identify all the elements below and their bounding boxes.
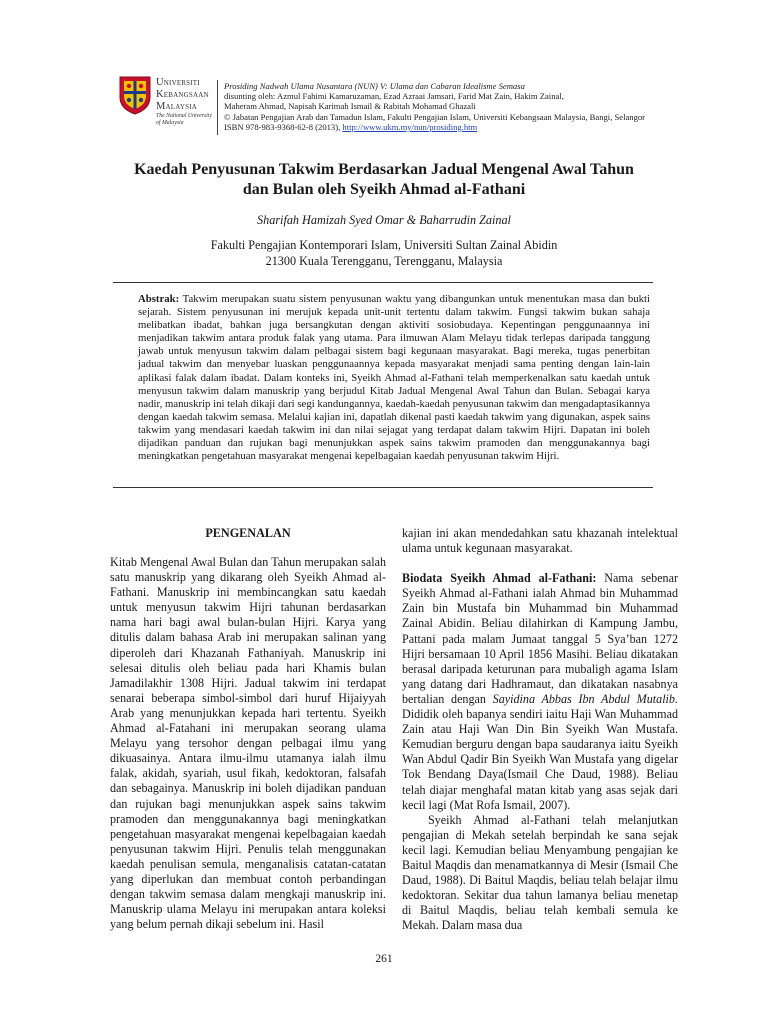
header-divider <box>217 80 218 135</box>
left-column <box>110 555 386 932</box>
right-column <box>402 526 678 933</box>
abstract-label: Abstrak: <box>138 293 180 305</box>
abstract-text: Takwim merupakan suatu sistem penyusunan waktu yang dibangunkan untuk menentukan masa dan bukti sejarah. Sistem penyusunan ini merujuk kepada unit-unit tertentu dalam takwim. Fungsi takwim bukan sahaja melibatkan ibadat, bahkan juga bersangkutan dengan aktiviti sosiobudaya. Kepentingan penggunaannya ini menjadikan takwim antara produk falak yang utama. Para ilmuwan Alam Melayu tidak terlepas daripada tanggung jawab untuk menyusun takwim dalam pelbagai sistem bagi kegunaan masyarakat. Bagi mereka, tugas penerbitan jadual takwim dan menyebar luaskan penggunaannya kepada masyarakat menjadi sama penting dengan lain-lain aplikasi falak dalam ibadat. Dalam konteks ini, Syeikh Ahmad al-Fathani telah memperkenalkan satu kaedah untuk menyusun takwim dalam manuskrip yang berjudul Kitab Jadual Mengenal Awal Tahun dan Bulan. Sebagai karya nadir, manuskrip ini telah dikaji dari segi kandungannya, kaedah-kaedah penyusunan takwim dan mengadaptasikannya dengan kaedah takwim semasa. Melalui kajian ini, dapatlah dikenal pasti kaedah takwim yang digunakan, aspek sains takwim yang mendasari kaedah takwim ini dan nilai sejagat yang terdapat dalam takwim Hijri. Dapatan ini boleh dijadikan panduan dan rujukan bagi menunjukkan aspek sains takwim pramoden dan menggunakannya bagi meningkatkan pengetahuan masyarakat mengenai kepelbagaian kaedah penyusunan takwim Hijri. <box>138 293 650 463</box>
abstract-bottom-rule <box>113 487 653 488</box>
university-crest-icon <box>118 75 152 115</box>
proceedings-link[interactable]: http://www.ukm.my/nun/prosiding.htm <box>342 121 478 132</box>
abstract-top-rule <box>113 282 653 283</box>
proceedings-header <box>224 81 754 132</box>
editors-line-1: disunting oleh: Azmul Fahimi Kamaruzaman, Ezad Azraai Jamsari, Farid Mat Zain, Hakim Zainal, <box>224 91 564 102</box>
abstract <box>138 293 650 463</box>
section-heading: PENGENALAN <box>205 526 291 540</box>
ukm-logo <box>118 75 213 137</box>
university-name: Universiti Kebangsaan Malaysia <box>156 77 209 112</box>
paper-title <box>100 160 668 200</box>
biodata-paragraph: Biodata Syeikh Ahmad al-Fathani: Nama sebenar Syeikh Ahmad al-Fathani ialah Ahmad bin Muhammad Zain bin Mustafa bin Muhammad bin Muhammad Zainal Abidin. Beliau dilahirkan di Kampung Jambu, Pattani pada malam Jumaat tanggal 5 Sya’ban 1272 Hijri bersamaan 10 April 1856 Masihi. Beliau dikatakan berasal daripada keturunan para mubaligh agama Islam yang datang dari Hadhramaut, dan dikatakan nasabnya bertalian dengan Sayidina Abbas Ibn Abdul Mutalib. Dididik oleh bapanya sendiri iaitu Haji Wan Muhammad Zain atau Haji Wan Din Bin Syeikh Wan Mustafa. Kemudian berguru dengan bapa saudaranya iaitu Syeikh Wan Abdul Qadir Bin Syeikh Wan Mustafa yang digelar Tok Bendang Daya(Ismail Che Daud, 1988). Beliau telah diajar menghafal matan kitab yang asas sejak dari kecil lagi (Mat Rofa Ismail, 2007). <box>402 571 678 812</box>
biodata-lineage: Sayidina Abbas Ibn Abdul Mutalib. <box>492 691 678 706</box>
page-number: 261 <box>375 953 393 965</box>
affiliation <box>100 237 668 269</box>
university-tagline: The National University of Malaysia <box>156 113 213 126</box>
biodata-label: Biodata Syeikh Ahmad al-Fathani: <box>402 571 597 586</box>
intro-paragraph-continued: kajian ini akan mendedahkan satu khazanah intelektual ulama untuk kegunaan masyarakat. <box>402 526 678 556</box>
isbn-line <box>224 122 754 132</box>
affiliation-line-1: Fakulti Pengajian Kontemporari Islam, Universiti Sultan Zainal Abidin <box>210 238 558 252</box>
affiliation-line-2: 21300 Kuala Terengganu, Terengganu, Malaysia <box>265 254 503 268</box>
editors-line-2: Maheram Ahmad, Napisah Karimah Ismail & Rabitah Mohamad Ghazali <box>224 101 476 112</box>
title-line-1: Kaedah Penyusunan Takwim Berdasarkan Jadual Mengenal Awal Tahun <box>134 161 634 178</box>
education-paragraph: Syeikh Ahmad al-Fathani telah melanjutkan pengajian di Mekah setelah berpindah ke sana sejak kecil lagi. Kemudian beliau Menyambung pengajian ke Baitul Maqdis dan menamatkannya di Mesir (Ismail Che Daud, 1988). Di Baitul Maqdis, beliau telah belajar ilmu kedoktoran. Sekitar dua tahun lamanya beliau menetap di Baitul Maqdis, beliau telah kembali semula ke Mekah. Dalam masa dua <box>402 812 678 933</box>
intro-paragraph: Kitab Mengenal Awal Bulan dan Tahun merupakan salah satu manuskrip yang dikarang oleh Syeikh Ahmad al-Fathani. Manuskrip ini membincangkan satu kaedah untuk menyusun takwim Hijri tahunan berdasarkan nama hari bagi awal bulan-bulan Hijri. Karya yang ditulis dalam bahasa Arab ini merupakan salinan yang diperoleh dari Khazanah Fathaniyah. Manuskrip ini selesai ditulis oleh beliau pada hari Khamis bulan Jamadilakhir 1308 Hijri. Jadual takwim ini terdapat senarai beberapa simbol-simbol dari huruf Hijaiyyah Arab yang menunjukkan kepada hari tertentu. Syeikh Ahmad al-Fatahani ini merupakan seorang ulama Melayu yang tersohor dengan pelbagai ilmu yang dikuasainya. Antara ilmu-ilmu utamanya ialah ilmu falak, akidah, syariah, usul fikah, kedoktoran, falsafah dan sebagainya. Manuskrip ini boleh dijadikan panduan dan rujukan bagi menunjukkan aspek sains takwim pramoden dan menggunakannya bagi meningkatkan pengetahuan masyarakat mengenai kepelbagaian kaedah penyusunan takwim Hijri. Penulis telah menggunakan kaedah penulisan semula, menganalisis catatan-catatan yang diperlukan dan membuat contoh perbandingan dengan takwim semasa dalam mengkaji manuskrip ini. Manuskrip ulama Melayu ini merupakan antara koleksi yang belum pernah dikaji sebelum ini. Hasil <box>110 555 386 932</box>
copyright-line: © Jabatan Pengajian Arab dan Tamadun Islam, Fakulti Pengajian Islam, Universiti Kebangsaan Malaysia, Bangi, Selangor <box>224 111 646 122</box>
proceedings-title: Prosiding Nadwah Ulama Nusantara (NUN) V: Ulama dan Cabaran Idealisme Semasa <box>224 81 525 91</box>
authors: Sharifah Hamizah Syed Omar & Baharrudin Zainal <box>257 213 511 227</box>
isbn-text: ISBN 978-983-9368-62-8 (2013), <box>224 121 341 132</box>
title-line-2: dan Bulan oleh Syeikh Ahmad al-Fathani <box>242 181 526 198</box>
